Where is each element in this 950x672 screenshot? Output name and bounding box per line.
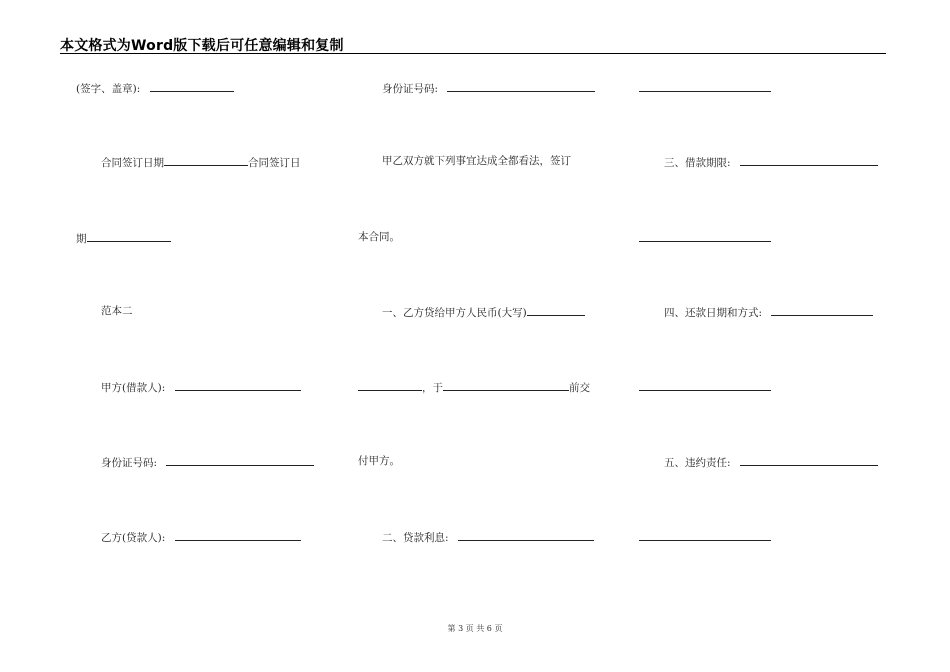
col3-blank-line-4 (639, 529, 771, 545)
agreement-text-line-2: 本合同。 (358, 231, 400, 243)
loan-amount-blank-2 (358, 379, 422, 391)
sign-date-label-2: 合同签订日 (248, 157, 301, 169)
party-b-id-label: 身份证号码: (382, 83, 439, 95)
party-a-id-label: 身份证号码: (101, 457, 158, 469)
liability-blank (740, 454, 878, 466)
header-divider (60, 53, 886, 54)
repayment-blank (771, 304, 873, 316)
clause-three-line (664, 154, 878, 170)
sign-date-blank-2 (87, 230, 171, 242)
party-b-id-blank (447, 80, 595, 92)
loan-term-blank (740, 154, 878, 166)
pay-party-a-text: 付甲方。 (358, 455, 400, 467)
sign-date-blank (164, 154, 248, 166)
clause-four-line (664, 304, 873, 320)
party-b-id-line (382, 80, 595, 96)
col3-blank-1 (639, 80, 771, 92)
col3-blank-2 (639, 230, 771, 242)
col3-blank-line-3 (639, 379, 771, 395)
before-deliver-text: 前交 (569, 382, 590, 394)
agreement-text-line: 甲乙双方就下列事宜达成全都看法，签订 (382, 155, 571, 167)
sign-date-label-3: 期 (76, 233, 87, 245)
party-a-id-blank (166, 454, 314, 466)
sign-date-label: 合同签订日期 (101, 157, 164, 169)
sample-two-heading: 范本二 (101, 305, 133, 317)
clause-two-label: 二、贷款利息: (382, 532, 449, 544)
loan-amount-blank (527, 304, 585, 316)
sign-date-continued-line (76, 230, 171, 246)
clause-three-label: 三、借款期限: (664, 157, 731, 169)
clause-one-label: 一、乙方贷给甲方人民币(大写) (382, 307, 527, 319)
clause-one-continued-line (358, 379, 590, 395)
page-footer: 第 3 页 共 6 页 (447, 624, 503, 633)
clause-five-label: 五、违约责任: (664, 457, 731, 469)
clause-four-label: 四、还款日期和方式: (664, 307, 763, 319)
party-a-id-line (101, 454, 314, 470)
deliver-date-blank (443, 379, 569, 391)
col3-blank-line-1 (639, 80, 771, 96)
party-b-label: 乙方(贷款人): (101, 532, 166, 544)
interest-blank (458, 529, 594, 541)
clause-one-line (382, 304, 585, 320)
comma-yu-text: ，于 (422, 382, 443, 394)
clause-five-line (664, 454, 878, 470)
party-a-line (101, 379, 301, 395)
col3-blank-line-2 (639, 230, 771, 246)
sign-seal-line (76, 80, 234, 96)
party-b-line (101, 529, 301, 545)
party-b-blank (175, 529, 301, 541)
sign-seal-label: (签字、盖章): (76, 83, 141, 95)
document-header-title: 本文格式为Word版下载后可任意编辑和复制 (60, 38, 344, 54)
party-a-label: 甲方(借款人): (101, 382, 166, 394)
sign-date-line (101, 154, 301, 170)
party-a-blank (175, 379, 301, 391)
col3-blank-3 (639, 379, 771, 391)
col3-blank-4 (639, 529, 771, 541)
sign-seal-blank (150, 80, 234, 92)
clause-two-line (382, 529, 594, 545)
